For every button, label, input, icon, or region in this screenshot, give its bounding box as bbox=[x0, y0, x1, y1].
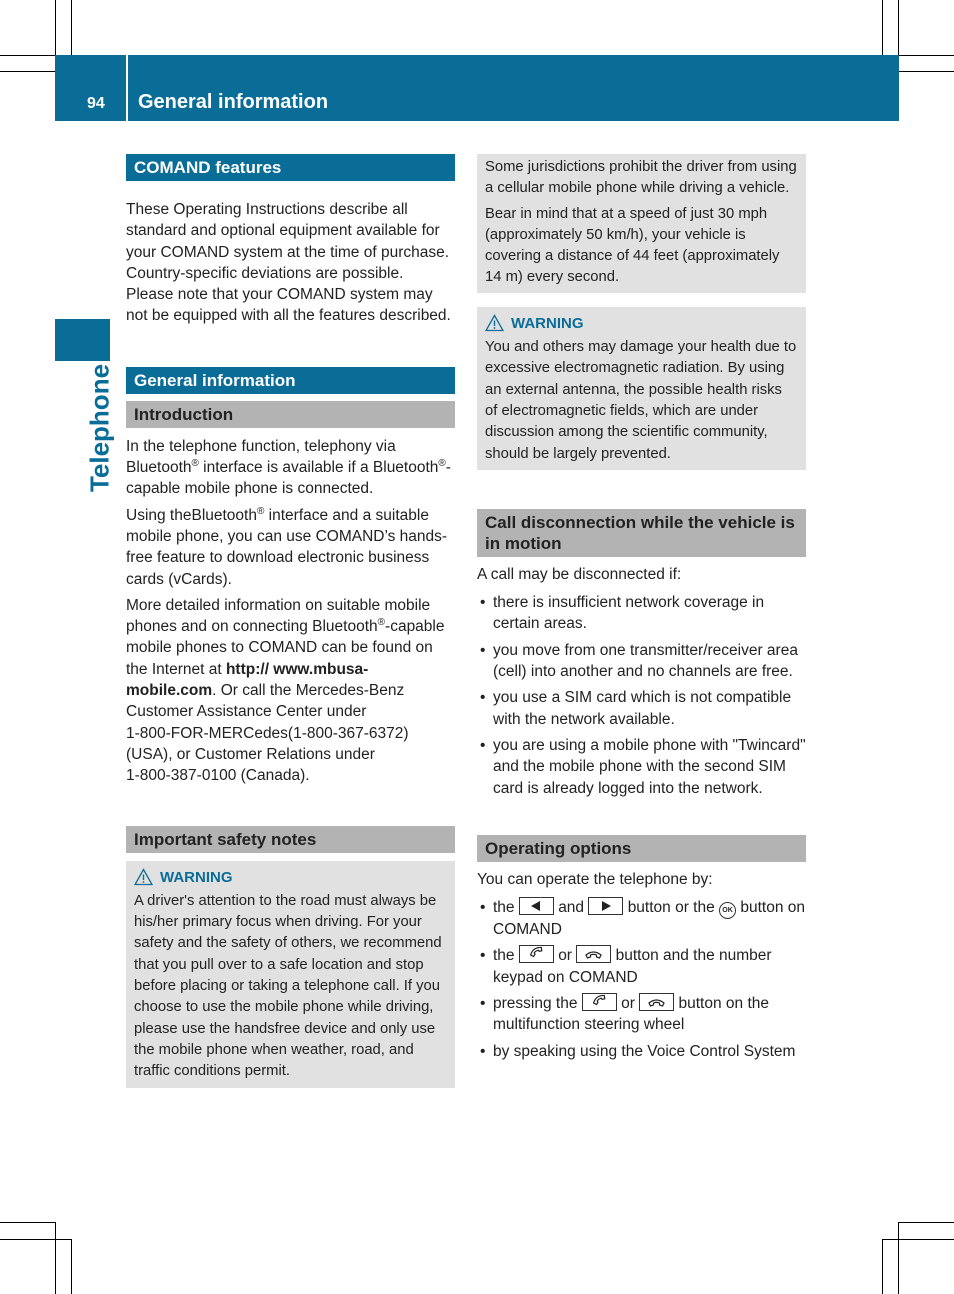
right-column bbox=[477, 154, 806, 1067]
crop-mark bbox=[882, 1239, 883, 1294]
crop-mark bbox=[898, 1222, 899, 1294]
warning-header bbox=[485, 313, 798, 334]
warning-text: You and others may damage your health due to excessive electromagnetic radiation. By using an external antenna, the possible health risks of electromagnetic fields, which are under discussion among the scientific community, should be largely prevented. bbox=[485, 339, 797, 462]
section-heading-comand-features: COMAND features bbox=[126, 154, 455, 181]
side-tab-label: Telephone bbox=[84, 363, 115, 493]
crop-mark bbox=[899, 1222, 954, 1223]
note-paragraph-1: Some jurisdictions prohibit the driver from using a cellular mobile phone while driving a vehicle. bbox=[485, 159, 797, 197]
operating-options-list bbox=[477, 897, 806, 1062]
warning-header bbox=[134, 867, 447, 888]
phone-number-canada: 1-800-387-0100 (Canada). bbox=[126, 767, 310, 785]
intro-paragraph-1: In the telephone function, telephony via Bluetooth® interface is available if a Bluetooth®-capable mobile phone is connected. bbox=[126, 437, 451, 498]
call-disconnection-list bbox=[477, 592, 806, 799]
crop-mark bbox=[898, 0, 899, 55]
crop-mark bbox=[0, 1222, 55, 1223]
crop-mark bbox=[0, 71, 55, 72]
side-tab-marker bbox=[55, 319, 110, 361]
page-header bbox=[55, 55, 899, 121]
left-arrow-button-icon bbox=[519, 897, 554, 915]
crop-mark bbox=[55, 1222, 56, 1294]
warning-label: WARNING bbox=[511, 314, 584, 332]
crop-mark bbox=[71, 0, 72, 55]
right-arrow-button-icon bbox=[588, 897, 623, 915]
warning-icon bbox=[134, 868, 153, 886]
crop-mark bbox=[0, 55, 55, 56]
registered-mark: ® bbox=[438, 457, 446, 469]
intro-paragraph-2: Using theBluetooth® interface and a suitable mobile phone, you can use COMAND’s hands-free feature to download electronic business cards (vCards). bbox=[126, 505, 448, 588]
registered-mark: ® bbox=[256, 505, 265, 517]
page-title: General information bbox=[138, 91, 329, 113]
subheading-important-safety-notes: Important safety notes bbox=[126, 826, 455, 853]
registered-mark: ® bbox=[377, 617, 386, 628]
note-paragraph-2: Bear in mind that at a speed of just 30 mph (approximately 50 km/h), your vehicle is covering a distance of 44 feet (approximately 14 m) every second. bbox=[485, 205, 780, 286]
warning-box bbox=[477, 307, 806, 470]
left-column bbox=[126, 154, 455, 1088]
crop-mark bbox=[899, 71, 954, 72]
subheading-operating-options: Operating options bbox=[477, 835, 806, 862]
crop-mark bbox=[71, 1239, 72, 1294]
phone-hangup-button-icon bbox=[576, 945, 611, 963]
warning-text: A driver's attention to the road must always be his/her primary focus when driving. For your safety and the safety of others, we recommend that you pull over to a safe location and stop before placing or taking a telephone call. If you choose to use the mobile phone while driving, please use the handsfree device and only use the mobile phone when weather, road, and traffic conditions permit. bbox=[134, 892, 442, 1080]
mbusa-link[interactable]: http:// www.mbusa-mobile.com bbox=[126, 660, 369, 700]
crop-mark bbox=[55, 0, 56, 55]
warning-label: WARNING bbox=[160, 868, 233, 886]
list-item: • there is insufficient network coverage in certain areas. bbox=[477, 592, 806, 635]
operating-options-intro: You can operate the telephone by: bbox=[477, 870, 713, 888]
crop-mark bbox=[882, 0, 883, 55]
registered-mark: ® bbox=[191, 457, 199, 469]
section-heading-general-information: General information bbox=[126, 367, 455, 394]
phone-answer-button-icon bbox=[582, 993, 617, 1011]
list-item: • pressing the or button on the multifunction steering wheel bbox=[477, 993, 806, 1036]
phone-number-usa: 1-800-FOR-MERCedes(1-800-367-6372) bbox=[126, 724, 409, 742]
crop-mark bbox=[883, 1239, 954, 1240]
list-item: • by speaking using the Voice Control System bbox=[477, 1041, 806, 1062]
subheading-introduction: Introduction bbox=[126, 401, 455, 428]
call-disconnection-intro: A call may be disconnected if: bbox=[477, 565, 682, 583]
note-box bbox=[477, 154, 806, 293]
list-item: • the or button and the number keypad on COMAND bbox=[477, 945, 806, 988]
ok-button-icon: OK bbox=[719, 902, 736, 919]
phone-answer-button-icon bbox=[519, 945, 554, 963]
crop-mark bbox=[0, 1239, 71, 1240]
subheading-call-disconnection: Call disconnection while the vehicle is in motion bbox=[477, 509, 806, 557]
warning-icon bbox=[485, 314, 504, 332]
list-item: • you use a SIM card which is not compatible with the network available. bbox=[477, 687, 806, 730]
phone-hangup-button-icon bbox=[639, 993, 674, 1011]
page-number: 94 bbox=[87, 95, 105, 112]
intro-paragraph-3: More detailed information on suitable mobile phones and on connecting Bluetooth®-capable mobile phones to COMAND can be found on the Internet at http:// www.mbusa-mobile.com. Or call the Mercedes-Benz Customer Assistance Center under 1-800-FOR-MERCedes(1-800-367-6372) (USA), or Customer Relations under 1-800-387-0100 (Canada). bbox=[126, 596, 445, 785]
list-item: • the and button or the OK button on COMAND bbox=[477, 897, 806, 940]
header-divider bbox=[126, 55, 128, 121]
list-item: • you move from one transmitter/receiver area (cell) into another and no channels are free. bbox=[477, 640, 806, 683]
warning-box bbox=[126, 861, 455, 1088]
comand-features-text: These Operating Instructions describe all standard and optional equipment available for your COMAND system at the time of purchase. Country-specific deviations are possible. Please note that your COMAND system may not be equipped with all the features described. bbox=[126, 201, 451, 325]
list-item: • you are using a mobile phone with "Twincard" and the mobile phone with the second SIM card is already logged into the network. bbox=[477, 735, 806, 799]
crop-mark bbox=[899, 55, 954, 56]
